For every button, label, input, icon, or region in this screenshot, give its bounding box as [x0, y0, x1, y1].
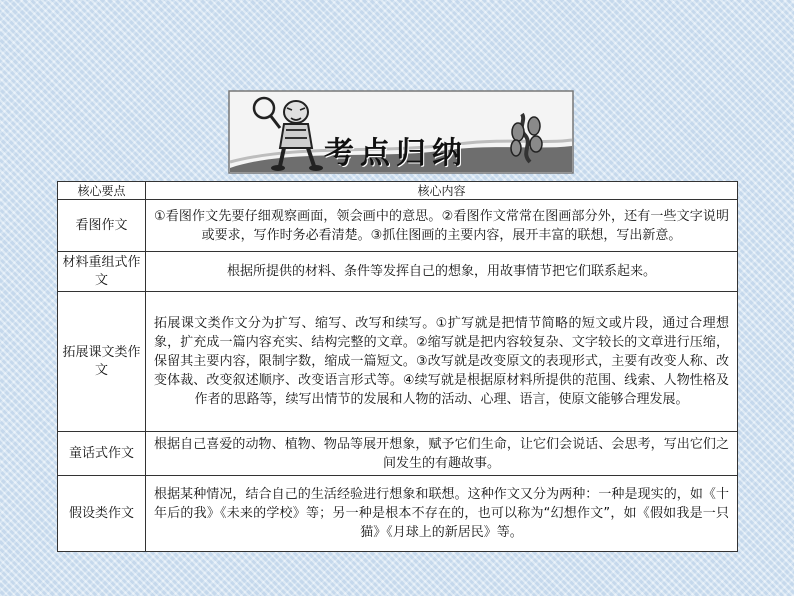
header-key-points: 核心要点: [58, 182, 146, 200]
row-label-material-writing: 材料重组式作文: [58, 252, 146, 292]
row-content-extension-writing: 拓展课文类作文分为扩写、缩写、改写和续写。①扩写就是把情节简略的短文或片段，通过合理想象，扩充成一篇内容充实、结构完整的文章。②缩写就是把内容较复杂、文字较长的文章进行压缩，保留其主要内容，限制字数，缩成一篇短文。③改写就是改变原文的表现形式，主要有改变人称、改变体裁、改变叙述顺序、改变语言形式等。④续写就是根据原材料所提供的范围、线索、人物性格及作者的思路等，续写出情节的发展和人物的活动、心理、语言，使原文能够合理发展。: [146, 292, 738, 432]
header-core-content: 核心内容: [146, 182, 738, 200]
row-content-fairy-tale-writing: 根据自己喜爱的动物、植物、物品等展开想象，赋予它们生命，让它们会说话、会思考，写出它们之间发生的有趣故事。: [146, 432, 738, 476]
row-content-hypothetical-writing: 根据某种情况，结合自己的生活经验进行想象和联想。这种作文又分为两种：一种是现实的，如《十年后的我》《未来的学校》等；另一种是根本不存在的，也可以称为“幻想作文”，如《假如我是一只猫》《月球上的新居民》等。: [146, 476, 738, 552]
row-content-picture-writing: ①看图作文先要仔细观察画面，领会画中的意思。②看图作文常常在图画部分外，还有一些文字说明或要求，写作时务必看清楚。③抓住图画的主要内容，展开丰富的联想，写出新意。: [146, 200, 738, 252]
row-label-extension-writing: 拓展课文类作文: [58, 292, 146, 432]
row-content-material-writing: 根据所提供的材料、条件等发挥自己的想象，用故事情节把它们联系起来。: [146, 252, 738, 292]
banner-title: 考点归纳: [324, 136, 468, 171]
row-label-hypothetical-writing: 假设类作文: [58, 476, 146, 552]
key-points-table: [57, 181, 738, 552]
section-banner: [228, 90, 574, 174]
row-label-fairy-tale-writing: 童话式作文: [58, 432, 146, 476]
row-label-picture-writing: 看图作文: [58, 200, 146, 252]
